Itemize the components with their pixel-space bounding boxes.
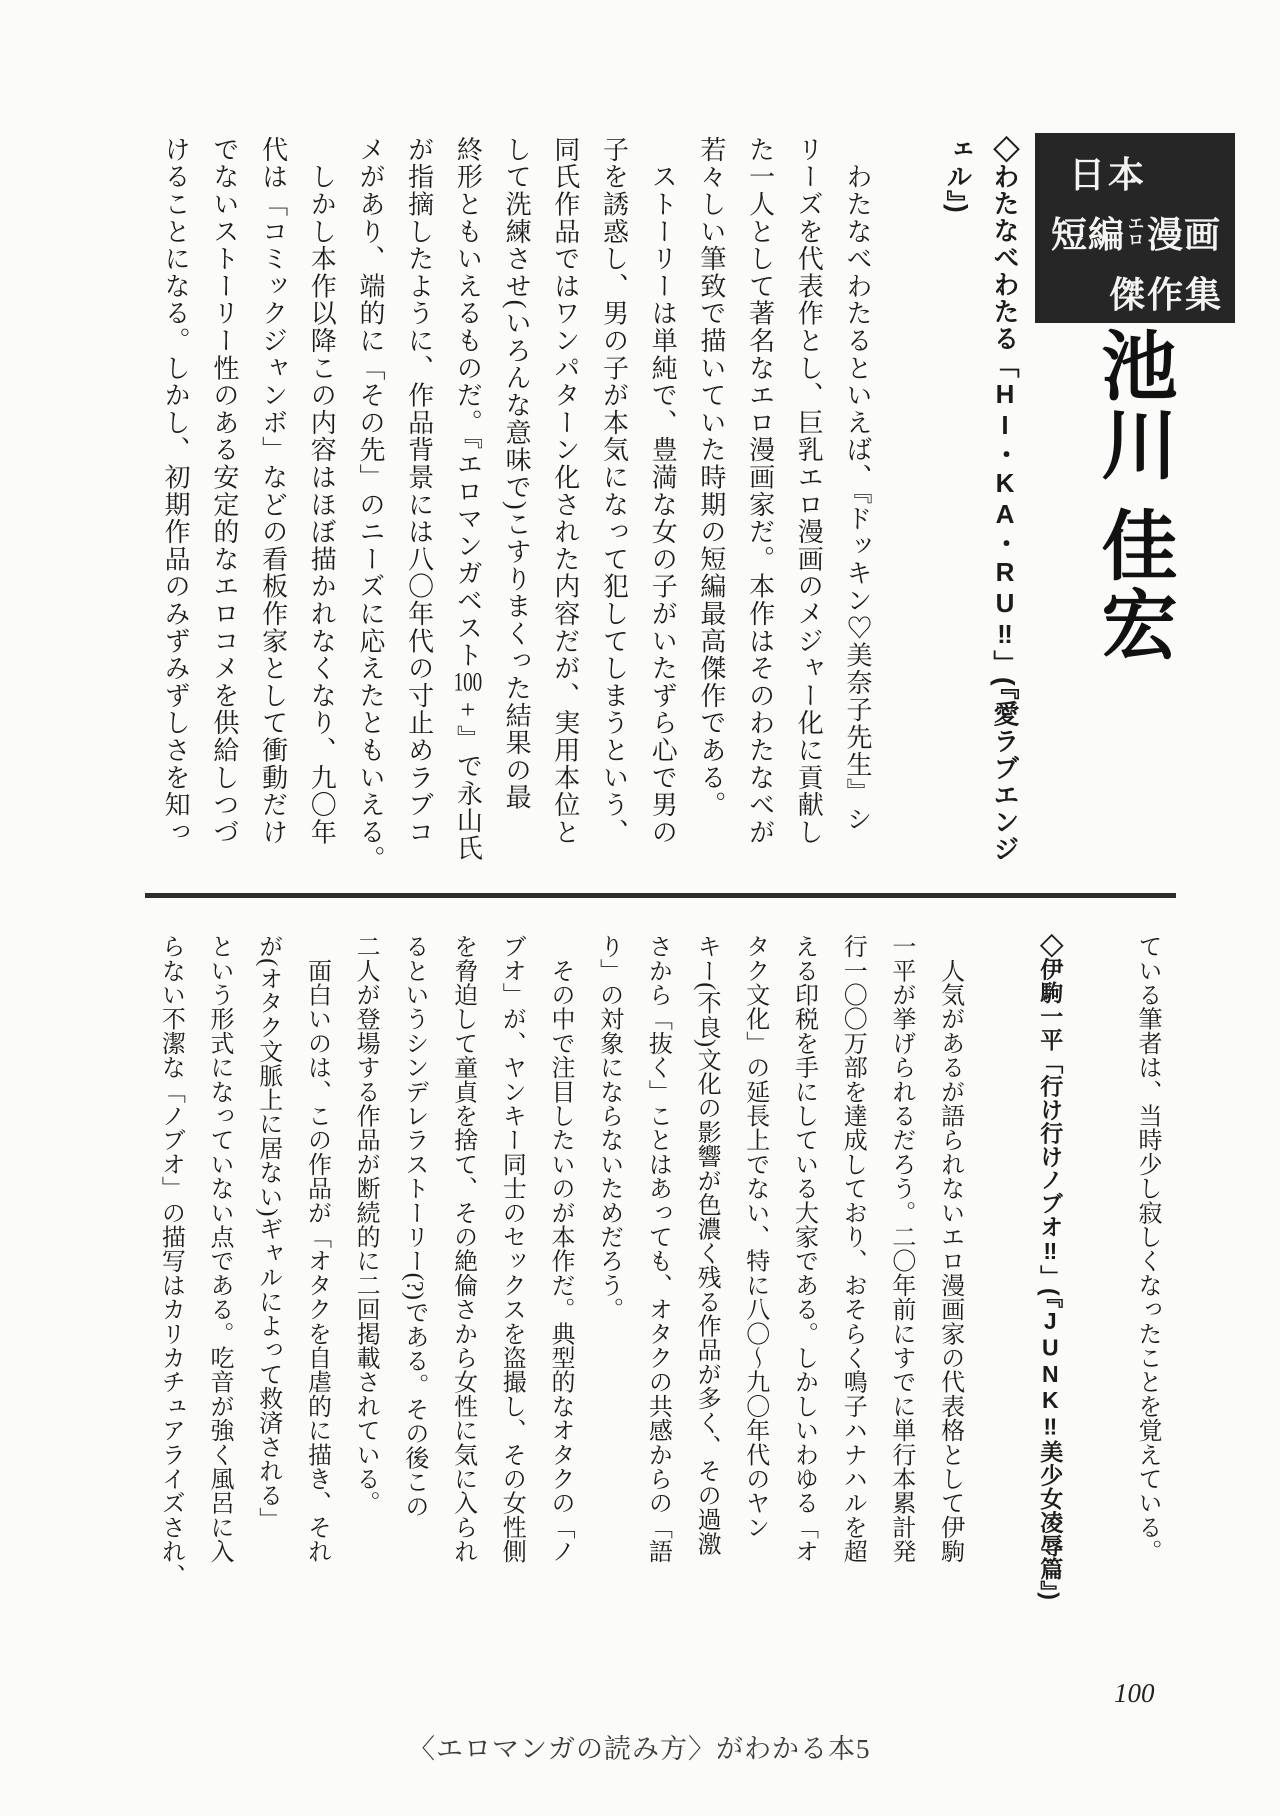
series-title-line3: 傑作集 <box>1108 275 1223 315</box>
section1-body: わたなべわたるといえば、『ドッキン♡美奈子先生』シ リーズを代表作とし、巨乳エロ漫画のメジャー化に貢献し た一人として著名なエロ漫画家だ。本作はそのわたなべが 若々しい筆致で描いていた時期の短編最高傑作である。 ストーリーは単純で、豊満な女の子がいたずら心で男の 子を誘惑し、男の子が本気になって犯してしまうという、 同氏作品ではワンパターン化された内容だが、実用本位と して洗練させ(いろんな意味で)こすりまくった結果の最 終形ともいえるものだ。『エロマンガベスト100+』で永山氏 が指摘したように、作品背景には八〇年代の寸止めラブコ メがあり、端的に「その先」のニーズに応えたともいえる。 しかし本作以降この内容はほぼ描かれなくなり、九〇年 代は「コミックジャンボ」などの看板作家として衝動だけ でないストーリー性のある安定的なエロコメを供給しつづ けることになる。しかし、初期作品のみずみずしさを知っ <box>161 136 872 874</box>
section2-body: ている筆者は、当時少し寂しくなったことを覚えている。 ◇伊駒一平「行け行けノブオ‼」(『JUNK‼美少女凌辱篇』) 人気があるが語られないエロ漫画家の代表格として伊駒 一平が挙げられるだろう。二〇年前にすでに単行本累計発 行一〇〇万部を達成しており、おそらく鳴子ハナハルを超 える印税を手にしている大家である。しかしいわゆる「オ タク文化」の延長上でない、特に八〇〜九〇年代のヤン キー(不良)文化の影響が色濃く残る作品が多く、その過激 さから「抜く」ことはあっても、オタクの共感からの「語 り」の対象にならないためだろう。 その中で注目したいのが本作だ。典型的なオタクの「ノ ブオ」が、ヤンキー同士のセックスを盗撮し、その女性側 を脅迫して童貞を捨て、その絶倫さから女性に気に入られ るというシンデレラストーリー(?)である。その後この 二人が登場する作品が断続的に二回掲載されている。 面白いのは、この作品が「オタクを自虐的に描き、それ が(オタク文脈上に居ない)ギャルによって救済される」 という形式になっていない点である。吃音が強く風呂に入 らない不潔な「ノブオ」の描写はカリカチュアライズされ、 <box>157 934 1160 1601</box>
series-title-line2-post: 漫画 <box>1147 215 1222 255</box>
series-title-line1: 日本 <box>1069 155 1148 195</box>
series-title-line2-pre: 短編 <box>1051 215 1126 255</box>
series-title-box <box>1035 133 1235 323</box>
series-title-small-bottom: ロ <box>1128 231 1145 249</box>
series-title-line2 <box>1051 207 1235 258</box>
author-name: 池川 佳宏 <box>1090 326 1174 664</box>
section1-heading: ◇わたなべわたる「HI・KA・RU‼」(『愛ラブエンジ ェル』) <box>943 136 1020 863</box>
series-title-small-chars <box>1128 217 1144 249</box>
section-divider-rule <box>145 893 1176 898</box>
series-title-small-top: エ <box>1128 215 1145 233</box>
page-number: 100 <box>1114 1678 1155 1708</box>
footer-book-title: 〈エロマンガの読み方〉がわかる本5 <box>408 1734 871 1764</box>
